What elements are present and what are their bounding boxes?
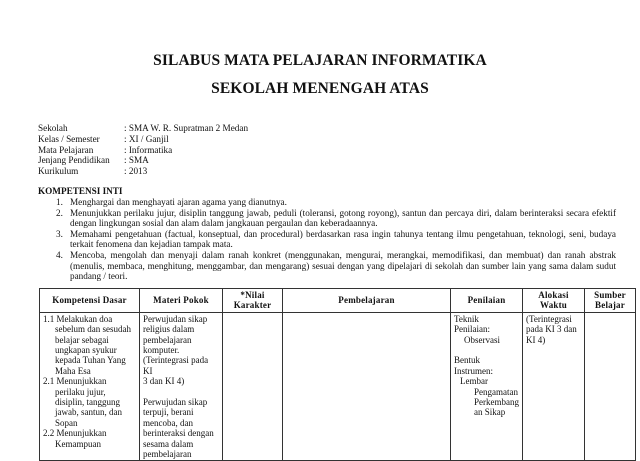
document-title: SILABUS MATA PELAJARAN INFORMATIKA [153, 52, 487, 69]
kd-line: perilaku jujur, [55, 386, 106, 397]
kd-line: 1.1 Melakukan doa [43, 313, 113, 324]
materi-line: berinteraksi dengan [143, 428, 214, 439]
ki-text: Memahami pengetahuan (factual, konseptual, dan procedural) berdasarkan rasa ingin tahunya tentang ilmu pengetahuan, teknologi, seni, budaya terkait fenomena dan kejadian tampak mata. [70, 228, 616, 250]
info-label: Jenjang Pendidikan [38, 155, 110, 166]
cell-pembelajaran [283, 312, 451, 461]
kd-line: disiplin, tanggung [55, 397, 120, 408]
cell-sumber-belajar [585, 312, 636, 461]
header-materi-pokok: Materi Pokok [140, 289, 223, 313]
identity-info [38, 123, 248, 177]
info-row-sekolah [38, 123, 248, 134]
materi-line: terpuji, berani [143, 407, 194, 418]
info-label: Mata Pelajaran [38, 144, 94, 155]
ki-text: Mencoba, mengolah dan menyaji dalam ranah konkret (menggunakan, mengurai, merangkai, memodifikasi, dan membuat) dan ranah abstrak (menulis, membaca, menghitung, menggambar, dan mengarang) sesuai dengan yang dipelajari di sekolah dan sumber lain yang sama dalam sudut pandang / teori. [70, 249, 616, 282]
info-value: : 2013 [124, 166, 148, 177]
kd-line: Kemampuan [55, 438, 101, 449]
kd-line: 2.2 Menunjukkan [43, 428, 107, 439]
penilaian-line: Bentuk [454, 355, 480, 366]
info-value: : XI / Ganjil [124, 133, 169, 144]
alokasi-line: KI 4) [526, 334, 546, 345]
kompetensi-inti-list [56, 197, 616, 282]
table-row [40, 312, 636, 461]
materi-line: pembelajaran [143, 449, 192, 460]
materi-line: (Terintegrasi pada KI [143, 355, 209, 376]
info-row-jenjang [38, 155, 248, 166]
info-value: : Informatika [124, 144, 173, 155]
ki-text: Menunjukkan perilaku jujur, disiplin tanggung jawab, peduli (toleransi, gotong royong), santun dan percaya diri, dalam berinteraksi secara efektif dengan lingkungan sosial dan alam dalam jangkauan pergaulan dan keberadaannya. [70, 207, 616, 229]
table-header-row [40, 289, 636, 313]
penilaian-line: an Sikap [474, 407, 506, 418]
cell-alokasi-waktu [523, 312, 585, 461]
header-kompetensi-dasar: Kompetensi Dasar [40, 289, 140, 313]
penilaian-line: Lembar [460, 376, 488, 387]
ki-number: 3. [56, 228, 63, 239]
materi-line [143, 387, 219, 397]
penilaian-line: Perkembang [474, 397, 519, 408]
cell-kompetensi-dasar [40, 312, 140, 461]
kd-line: kepada Tuhan Yang [55, 355, 126, 366]
header-pembelajaran: Pembelajaran [283, 289, 451, 313]
materi-line: sesama dalam [143, 438, 194, 449]
materi-line: komputer. [143, 345, 180, 356]
ki-item [56, 229, 616, 250]
materi-line: 3 dan KI 4) [143, 376, 185, 387]
materi-line: religius dalam [143, 324, 195, 335]
info-value: : SMA W. R. Supratman 2 Medan [124, 123, 249, 133]
kd-line: Maha Esa [55, 365, 91, 376]
penilaian-line: Instrumen: [454, 365, 493, 376]
penilaian-line: Teknik [454, 313, 479, 324]
document-subtitle: SEKOLAH MENENGAH ATAS [211, 80, 429, 97]
info-row-kelas [38, 134, 248, 145]
materi-line: Perwujudan sikap [143, 397, 208, 408]
kd-line: jawab, santun, dan [55, 407, 122, 418]
kd-line: 2.1 Menunjukkan [43, 376, 107, 387]
alokasi-line: pada KI 3 dan [526, 324, 577, 335]
kd-line: ungkapan syukur [55, 345, 117, 356]
materi-line: Perwujudan sikap [143, 313, 208, 324]
kd-line: belajar sebagai [55, 334, 109, 345]
info-label: Kurikulum [38, 166, 79, 177]
penilaian-line: Pengamatan [474, 386, 518, 397]
kompetensi-inti-heading: KOMPETENSI INTI [38, 186, 123, 196]
info-row-mapel [38, 145, 248, 156]
materi-line: mencoba, dan [143, 417, 193, 428]
header-sumber-belajar: Sumber Belajar [585, 289, 636, 313]
header-nilai-karakter: *Nilai Karakter [223, 289, 283, 313]
ki-text: Menghargai dan menghayati ajaran agama yang dianutnya. [70, 197, 287, 207]
ki-item [56, 197, 616, 208]
kd-line: sebelum dan sesudah [55, 324, 131, 335]
info-label: Sekolah [38, 123, 68, 133]
info-label: Kelas / Semester [38, 133, 100, 144]
cell-nilai-karakter [223, 312, 283, 461]
ki-item [56, 208, 616, 229]
cell-materi-pokok [140, 312, 223, 461]
info-value: : SMA [124, 155, 149, 166]
penilaian-line: Observasi [464, 334, 500, 345]
header-penilaian: Penilaian [451, 289, 523, 313]
ki-item [56, 250, 616, 282]
cell-penilaian [451, 312, 523, 461]
ki-number: 1. [56, 197, 63, 207]
penilaian-line: Penilaian: [454, 324, 490, 335]
alokasi-line: (Terintegrasi [526, 313, 572, 324]
materi-line: pembelajaran [143, 334, 192, 345]
penilaian-line [454, 345, 519, 355]
silabus-table [39, 288, 636, 461]
info-row-kurikulum [38, 166, 248, 177]
header-alokasi-waktu: Alokasi Waktu [523, 289, 585, 313]
ki-number: 4. [56, 249, 63, 260]
kd-line: Sopan [55, 417, 78, 428]
ki-number: 2. [56, 207, 63, 218]
